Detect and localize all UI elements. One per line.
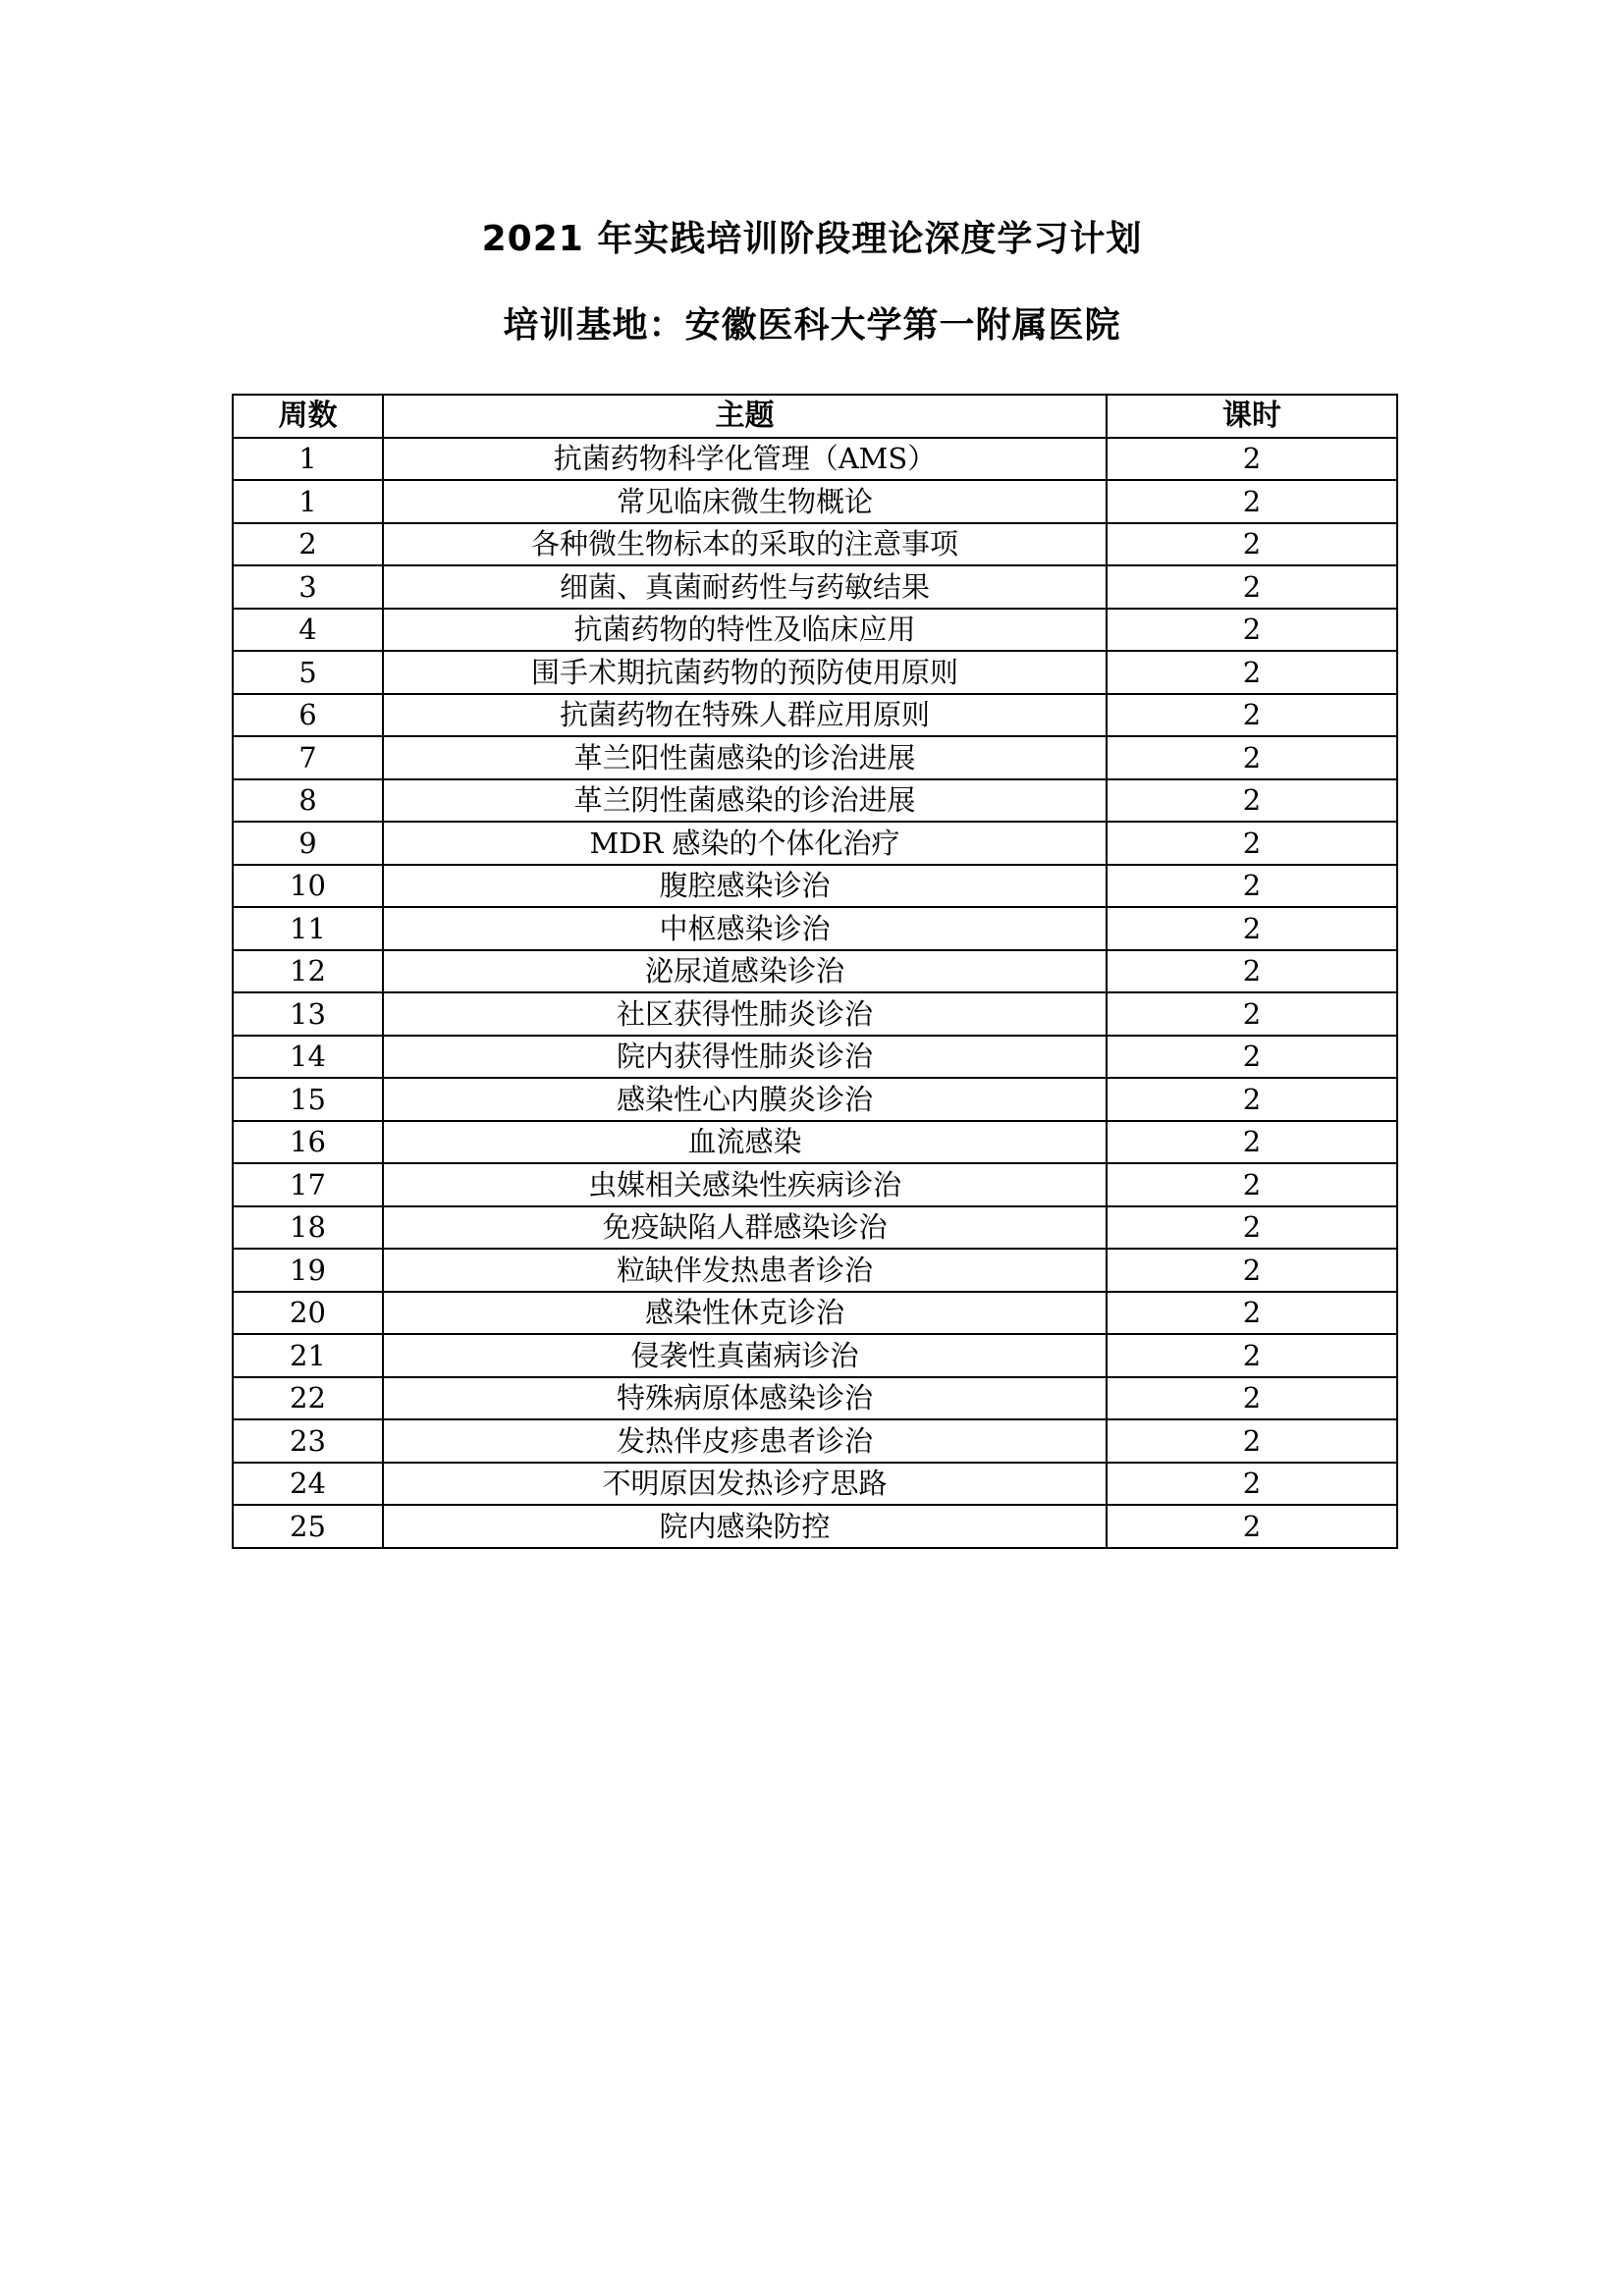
cell-week: 3 bbox=[233, 565, 383, 609]
cell-hours: 2 bbox=[1107, 822, 1397, 865]
cell-week: 22 bbox=[233, 1377, 383, 1420]
cell-week: 25 bbox=[233, 1505, 383, 1548]
cell-week: 1 bbox=[233, 480, 383, 523]
table-header-row bbox=[233, 395, 1397, 438]
cell-hours: 2 bbox=[1107, 1463, 1397, 1506]
cell-hours: 2 bbox=[1107, 1419, 1397, 1463]
cell-week: 21 bbox=[233, 1334, 383, 1377]
cell-hours: 2 bbox=[1107, 565, 1397, 609]
cell-topic: 社区获得性肺炎诊治 bbox=[383, 992, 1107, 1036]
cell-hours: 2 bbox=[1107, 609, 1397, 652]
table-row bbox=[233, 694, 1397, 737]
table-row bbox=[233, 1078, 1397, 1121]
table-row bbox=[233, 1463, 1397, 1506]
table-row bbox=[233, 1419, 1397, 1463]
table-row bbox=[233, 1377, 1397, 1420]
cell-hours: 2 bbox=[1107, 992, 1397, 1036]
cell-week: 20 bbox=[233, 1292, 383, 1335]
table-row bbox=[233, 992, 1397, 1036]
table-row bbox=[233, 1292, 1397, 1335]
cell-week: 2 bbox=[233, 523, 383, 566]
cell-topic: 抗菌药物科学化管理（AMS） bbox=[383, 438, 1107, 481]
cell-topic: 感染性心内膜炎诊治 bbox=[383, 1078, 1107, 1121]
table-row bbox=[233, 822, 1397, 865]
cell-hours: 2 bbox=[1107, 907, 1397, 950]
cell-topic: 发热伴皮疹患者诊治 bbox=[383, 1419, 1107, 1463]
cell-week: 14 bbox=[233, 1036, 383, 1079]
cell-topic: 虫媒相关感染性疾病诊治 bbox=[383, 1163, 1107, 1206]
cell-topic: 不明原因发热诊疗思路 bbox=[383, 1463, 1107, 1506]
header-hours: 课时 bbox=[1107, 395, 1397, 438]
cell-topic: 免疫缺陷人群感染诊治 bbox=[383, 1206, 1107, 1250]
cell-week: 5 bbox=[233, 651, 383, 694]
cell-week: 9 bbox=[233, 822, 383, 865]
cell-topic: 革兰阳性菌感染的诊治进展 bbox=[383, 736, 1107, 779]
cell-week: 11 bbox=[233, 907, 383, 950]
cell-topic: 抗菌药物在特殊人群应用原则 bbox=[383, 694, 1107, 737]
cell-topic: MDR 感染的个体化治疗 bbox=[383, 822, 1107, 865]
cell-hours: 2 bbox=[1107, 438, 1397, 481]
cell-week: 16 bbox=[233, 1121, 383, 1164]
cell-week: 13 bbox=[233, 992, 383, 1036]
cell-hours: 2 bbox=[1107, 1121, 1397, 1164]
cell-topic: 院内获得性肺炎诊治 bbox=[383, 1036, 1107, 1079]
cell-hours: 2 bbox=[1107, 1036, 1397, 1079]
cell-topic: 血流感染 bbox=[383, 1121, 1107, 1164]
cell-week: 17 bbox=[233, 1163, 383, 1206]
cell-week: 8 bbox=[233, 779, 383, 823]
cell-week: 12 bbox=[233, 950, 383, 993]
cell-topic: 特殊病原体感染诊治 bbox=[383, 1377, 1107, 1420]
cell-topic: 常见临床微生物概论 bbox=[383, 480, 1107, 523]
cell-week: 15 bbox=[233, 1078, 383, 1121]
cell-topic: 各种微生物标本的采取的注意事项 bbox=[383, 523, 1107, 566]
table-row bbox=[233, 1249, 1397, 1292]
table-row bbox=[233, 523, 1397, 566]
table-body bbox=[233, 438, 1397, 1548]
cell-hours: 2 bbox=[1107, 651, 1397, 694]
cell-week: 10 bbox=[233, 865, 383, 908]
cell-week: 24 bbox=[233, 1463, 383, 1506]
table-row bbox=[233, 438, 1397, 481]
table-row bbox=[233, 1505, 1397, 1548]
cell-topic: 中枢感染诊治 bbox=[383, 907, 1107, 950]
cell-topic: 院内感染防控 bbox=[383, 1505, 1107, 1548]
cell-hours: 2 bbox=[1107, 736, 1397, 779]
cell-topic: 粒缺伴发热患者诊治 bbox=[383, 1249, 1107, 1292]
cell-topic: 感染性休克诊治 bbox=[383, 1292, 1107, 1335]
cell-hours: 2 bbox=[1107, 1292, 1397, 1335]
header-week: 周数 bbox=[233, 395, 383, 438]
cell-topic: 泌尿道感染诊治 bbox=[383, 950, 1107, 993]
table-row bbox=[233, 779, 1397, 823]
table-row bbox=[233, 565, 1397, 609]
cell-week: 23 bbox=[233, 1419, 383, 1463]
header-topic: 主题 bbox=[383, 395, 1107, 438]
table-row bbox=[233, 865, 1397, 908]
cell-week: 1 bbox=[233, 438, 383, 481]
cell-week: 18 bbox=[233, 1206, 383, 1250]
cell-hours: 2 bbox=[1107, 1334, 1397, 1377]
cell-hours: 2 bbox=[1107, 1206, 1397, 1250]
cell-hours: 2 bbox=[1107, 694, 1397, 737]
table-row bbox=[233, 480, 1397, 523]
cell-week: 19 bbox=[233, 1249, 383, 1292]
cell-topic: 侵袭性真菌病诊治 bbox=[383, 1334, 1107, 1377]
table-row bbox=[233, 1121, 1397, 1164]
cell-hours: 2 bbox=[1107, 480, 1397, 523]
cell-topic: 革兰阴性菌感染的诊治进展 bbox=[383, 779, 1107, 823]
table-row bbox=[233, 1036, 1397, 1079]
cell-hours: 2 bbox=[1107, 523, 1397, 566]
table-row bbox=[233, 609, 1397, 652]
table-row bbox=[233, 1206, 1397, 1250]
page-title: 2021 年实践培训阶段理论深度学习计划 bbox=[481, 219, 1143, 259]
cell-hours: 2 bbox=[1107, 1505, 1397, 1548]
cell-hours: 2 bbox=[1107, 1249, 1397, 1292]
page-subtitle: 培训基地：安徽医科大学第一附属医院 bbox=[503, 305, 1121, 346]
table-row bbox=[233, 651, 1397, 694]
cell-topic: 腹腔感染诊治 bbox=[383, 865, 1107, 908]
cell-hours: 2 bbox=[1107, 1078, 1397, 1121]
cell-topic: 细菌、真菌耐药性与药敏结果 bbox=[383, 565, 1107, 609]
cell-week: 7 bbox=[233, 736, 383, 779]
cell-hours: 2 bbox=[1107, 950, 1397, 993]
table-row bbox=[233, 907, 1397, 950]
cell-week: 6 bbox=[233, 694, 383, 737]
cell-hours: 2 bbox=[1107, 779, 1397, 823]
cell-topic: 围手术期抗菌药物的预防使用原则 bbox=[383, 651, 1107, 694]
study-plan-table bbox=[232, 394, 1398, 1549]
cell-week: 4 bbox=[233, 609, 383, 652]
table-row bbox=[233, 1334, 1397, 1377]
table-row bbox=[233, 736, 1397, 779]
table-row bbox=[233, 1163, 1397, 1206]
cell-topic: 抗菌药物的特性及临床应用 bbox=[383, 609, 1107, 652]
cell-hours: 2 bbox=[1107, 1163, 1397, 1206]
cell-hours: 2 bbox=[1107, 1377, 1397, 1420]
table-row bbox=[233, 950, 1397, 993]
cell-hours: 2 bbox=[1107, 865, 1397, 908]
